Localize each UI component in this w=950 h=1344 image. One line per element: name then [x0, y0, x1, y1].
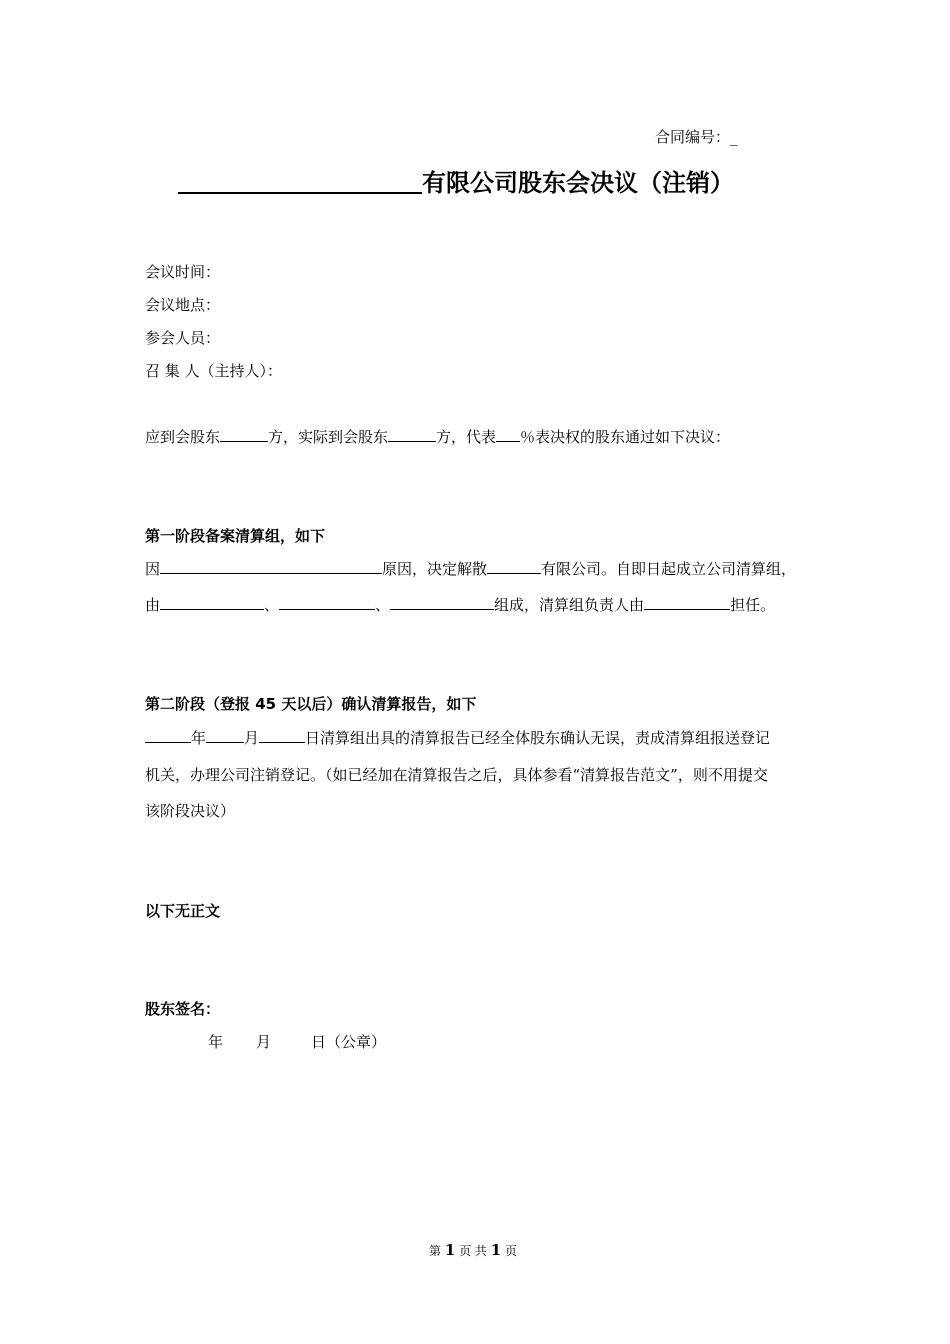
stage1-text: 由: [145, 596, 161, 614]
attendance-text-1: 应到会股东: [145, 428, 221, 446]
company-name-blank: [178, 192, 422, 194]
stage2-text: 日清算组出具的清算报告已经全体股东确认无误，责成清算组报送登记: [305, 729, 771, 747]
page-prefix: 第: [429, 1244, 442, 1258]
stage1-heading: 第一阶段备案清算组，如下: [145, 527, 326, 545]
attendance-sentence: [145, 426, 730, 447]
stage1-text: 有限公司。自即日起成立公司清算组，: [541, 560, 797, 578]
year-blank: [145, 727, 191, 743]
company-blank: [487, 558, 541, 574]
signature-year: 年: [208, 1033, 224, 1051]
leader-blank: [644, 594, 730, 610]
month-blank: [206, 727, 244, 743]
stage1-text: 担任。: [730, 596, 776, 614]
convener-label: 召 集 人（主持人）：: [145, 362, 283, 380]
meeting-place-label: 会议地点：: [145, 296, 221, 314]
member3-blank: [390, 594, 494, 610]
stage1-text: 因: [145, 560, 161, 578]
member1-blank: [160, 594, 264, 610]
stage2-line1: [145, 727, 770, 748]
page-current: 1: [444, 1241, 456, 1259]
stage1-line1: [145, 558, 796, 579]
signature-day-seal: 日（公章）: [311, 1033, 387, 1051]
signature-label: 股东签名：: [145, 1000, 221, 1018]
attendees-label: 参会人员：: [145, 329, 221, 347]
stage1-text: 组成，清算组负责人由: [494, 596, 645, 614]
attendance-text-4: ％表决权的股东通过如下决议：: [520, 428, 731, 446]
stage2-line2: 机关，办理公司注销登记。（如已经加在清算报告之后，具体参看“清算报告范文”，则不用提交: [145, 766, 768, 784]
signature-month: 月: [256, 1033, 272, 1051]
meeting-time-label: 会议时间：: [145, 263, 221, 281]
voting-percent-blank: [496, 426, 520, 442]
end-note: 以下无正文: [145, 902, 221, 920]
page-mid: 页 共: [459, 1244, 487, 1258]
member2-blank: [279, 594, 375, 610]
document-title: 有限公司股东会决议（注销）: [422, 169, 734, 197]
contract-number-label: 合同编号：_: [655, 128, 738, 146]
attendance-text-3: 方，代表: [436, 428, 497, 446]
shareholders-present-blank: [388, 426, 436, 442]
stage2-heading: 第二阶段（登报 45 天以后）确认清算报告，如下: [145, 695, 477, 713]
stage2-text: 月: [244, 729, 260, 747]
page-number: [429, 1241, 517, 1259]
page-total: 1: [490, 1241, 502, 1259]
stage2-line3: 该阶段决议）: [145, 802, 236, 820]
stage1-text: 原因，决定解散: [382, 560, 488, 578]
stage1-text: 、: [264, 596, 280, 614]
stage2-text: 年: [191, 729, 207, 747]
shareholders-due-blank: [220, 426, 268, 442]
stage1-text: 、: [375, 596, 391, 614]
attendance-text-2: 方，实际到会股东: [268, 428, 389, 446]
day-blank: [259, 727, 305, 743]
stage1-line2: [145, 594, 775, 615]
signature-date-line: [208, 1032, 386, 1052]
reason-blank: [160, 558, 382, 574]
page-suffix: 页: [505, 1244, 518, 1258]
